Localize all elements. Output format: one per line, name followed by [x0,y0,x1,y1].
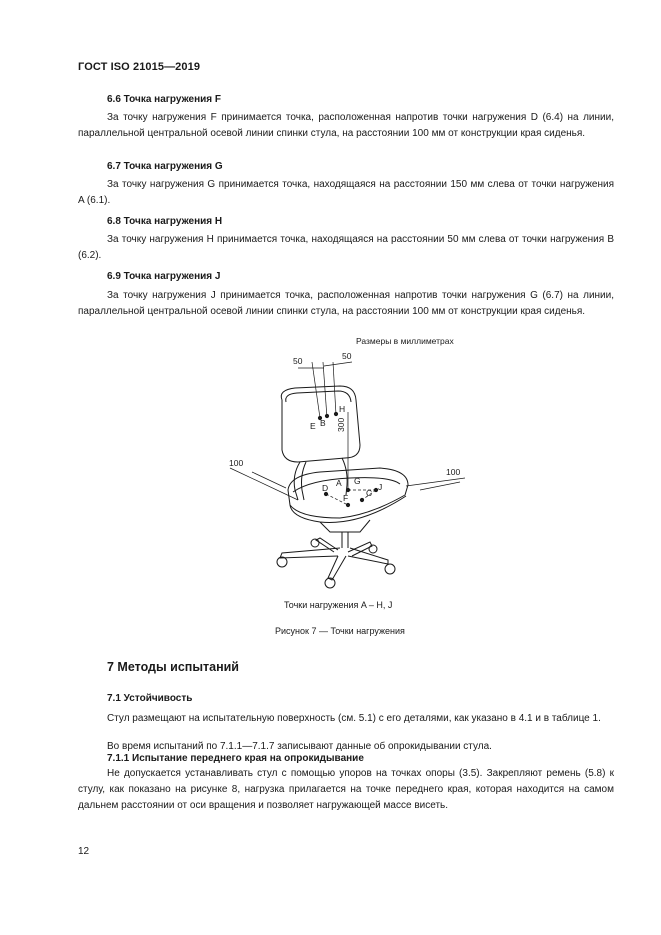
point-label-f: F [343,493,349,503]
point-label-h: H [339,404,346,414]
caster [277,557,287,567]
chair-back-support [294,462,300,500]
document-header: ГОСТ ISO 21015—2019 [78,61,201,73]
point-label-e: E [310,421,316,431]
figure-subcaption: Точки нагружения A – H, J [284,600,393,610]
section-6-9-text: За точку нагружения J принимается точка, расположенная напротив точки нагружения G (6.7) на линии, параллельной центральной осевой линии спинки стула, на расстоянии 100 мм от конструкции края сиденья. [78,290,614,317]
page-number: 12 [78,846,90,857]
point-label-b: B [320,418,326,428]
point-label-g: G [354,476,361,486]
point-label-j: J [378,482,383,492]
point-label-d: D [322,483,329,493]
dim-50-right: 50 [342,351,352,361]
dim-50-left: 50 [293,356,303,366]
dim-300: 300 [336,417,346,432]
section-7-title: 7 Методы испытаний [107,660,239,674]
section-6-6-title: 6.6 Точка нагружения F [107,94,222,105]
section-6-7-text: За точку нагружения G принимается точка, находящаяся на расстоянии 150 мм слева от точки нагружения A (6.1). [78,179,614,206]
point-label-a: A [336,478,342,488]
caster [369,545,377,553]
dimensions-note: Размеры в миллиметрах [356,336,454,346]
section-6-9-title: 6.9 Точка нагружения J [107,271,221,282]
section-6-6-text: За точку нагружения F принимается точка, расположенная напротив точки нагружения D (6.4) на линии, параллельной центральной осевой линии спинки стула, на расстоянии 100 мм от конструкции края сиденья. [78,112,614,139]
section-6-7-title: 6.7 Точка нагружения G [107,161,223,172]
section-6-8-text: За точку нагружения H принимается точка, находящаяся на расстоянии 50 мм слева от точки нагружения B (6.2). [78,234,614,261]
figure-caption: Рисунок 7 — Точки нагружения [275,626,405,636]
section-7-1-1-title: 7.1.1 Испытание переднего края на опрокидывание [107,753,364,764]
caster [311,539,319,547]
section-7-1-1-text: Не допускается устанавливать стул с помощью упоров на точках опоры (3.5). Закрепляют ремень (5.8) к стулу, как показано на рисунке 8, нагрузка прилагается на точке переднего края, которая находится на самом дальнем расстоянии от оси вращения и позволяет нагружающей массе висеть. [78,768,614,811]
caster [385,564,395,574]
section-7-1-title: 7.1 Устойчивость [107,693,193,704]
dim-100-right: 100 [446,467,461,477]
section-7-1-p2: Во время испытаний по 7.1.1—7.1.7 записывают данные об опрокидывании стула. [107,741,492,752]
section-6-8-title: 6.8 Точка нагружения H [107,216,223,227]
point-label-c: C [366,488,373,498]
chair-load-points-figure [220,350,470,590]
section-7-1-p1: Стул размещают на испытательную поверхность (см. 5.1) с его деталями, как указано в 4.1 и в таблице 1. [107,713,601,724]
dim-100-left: 100 [229,458,244,468]
